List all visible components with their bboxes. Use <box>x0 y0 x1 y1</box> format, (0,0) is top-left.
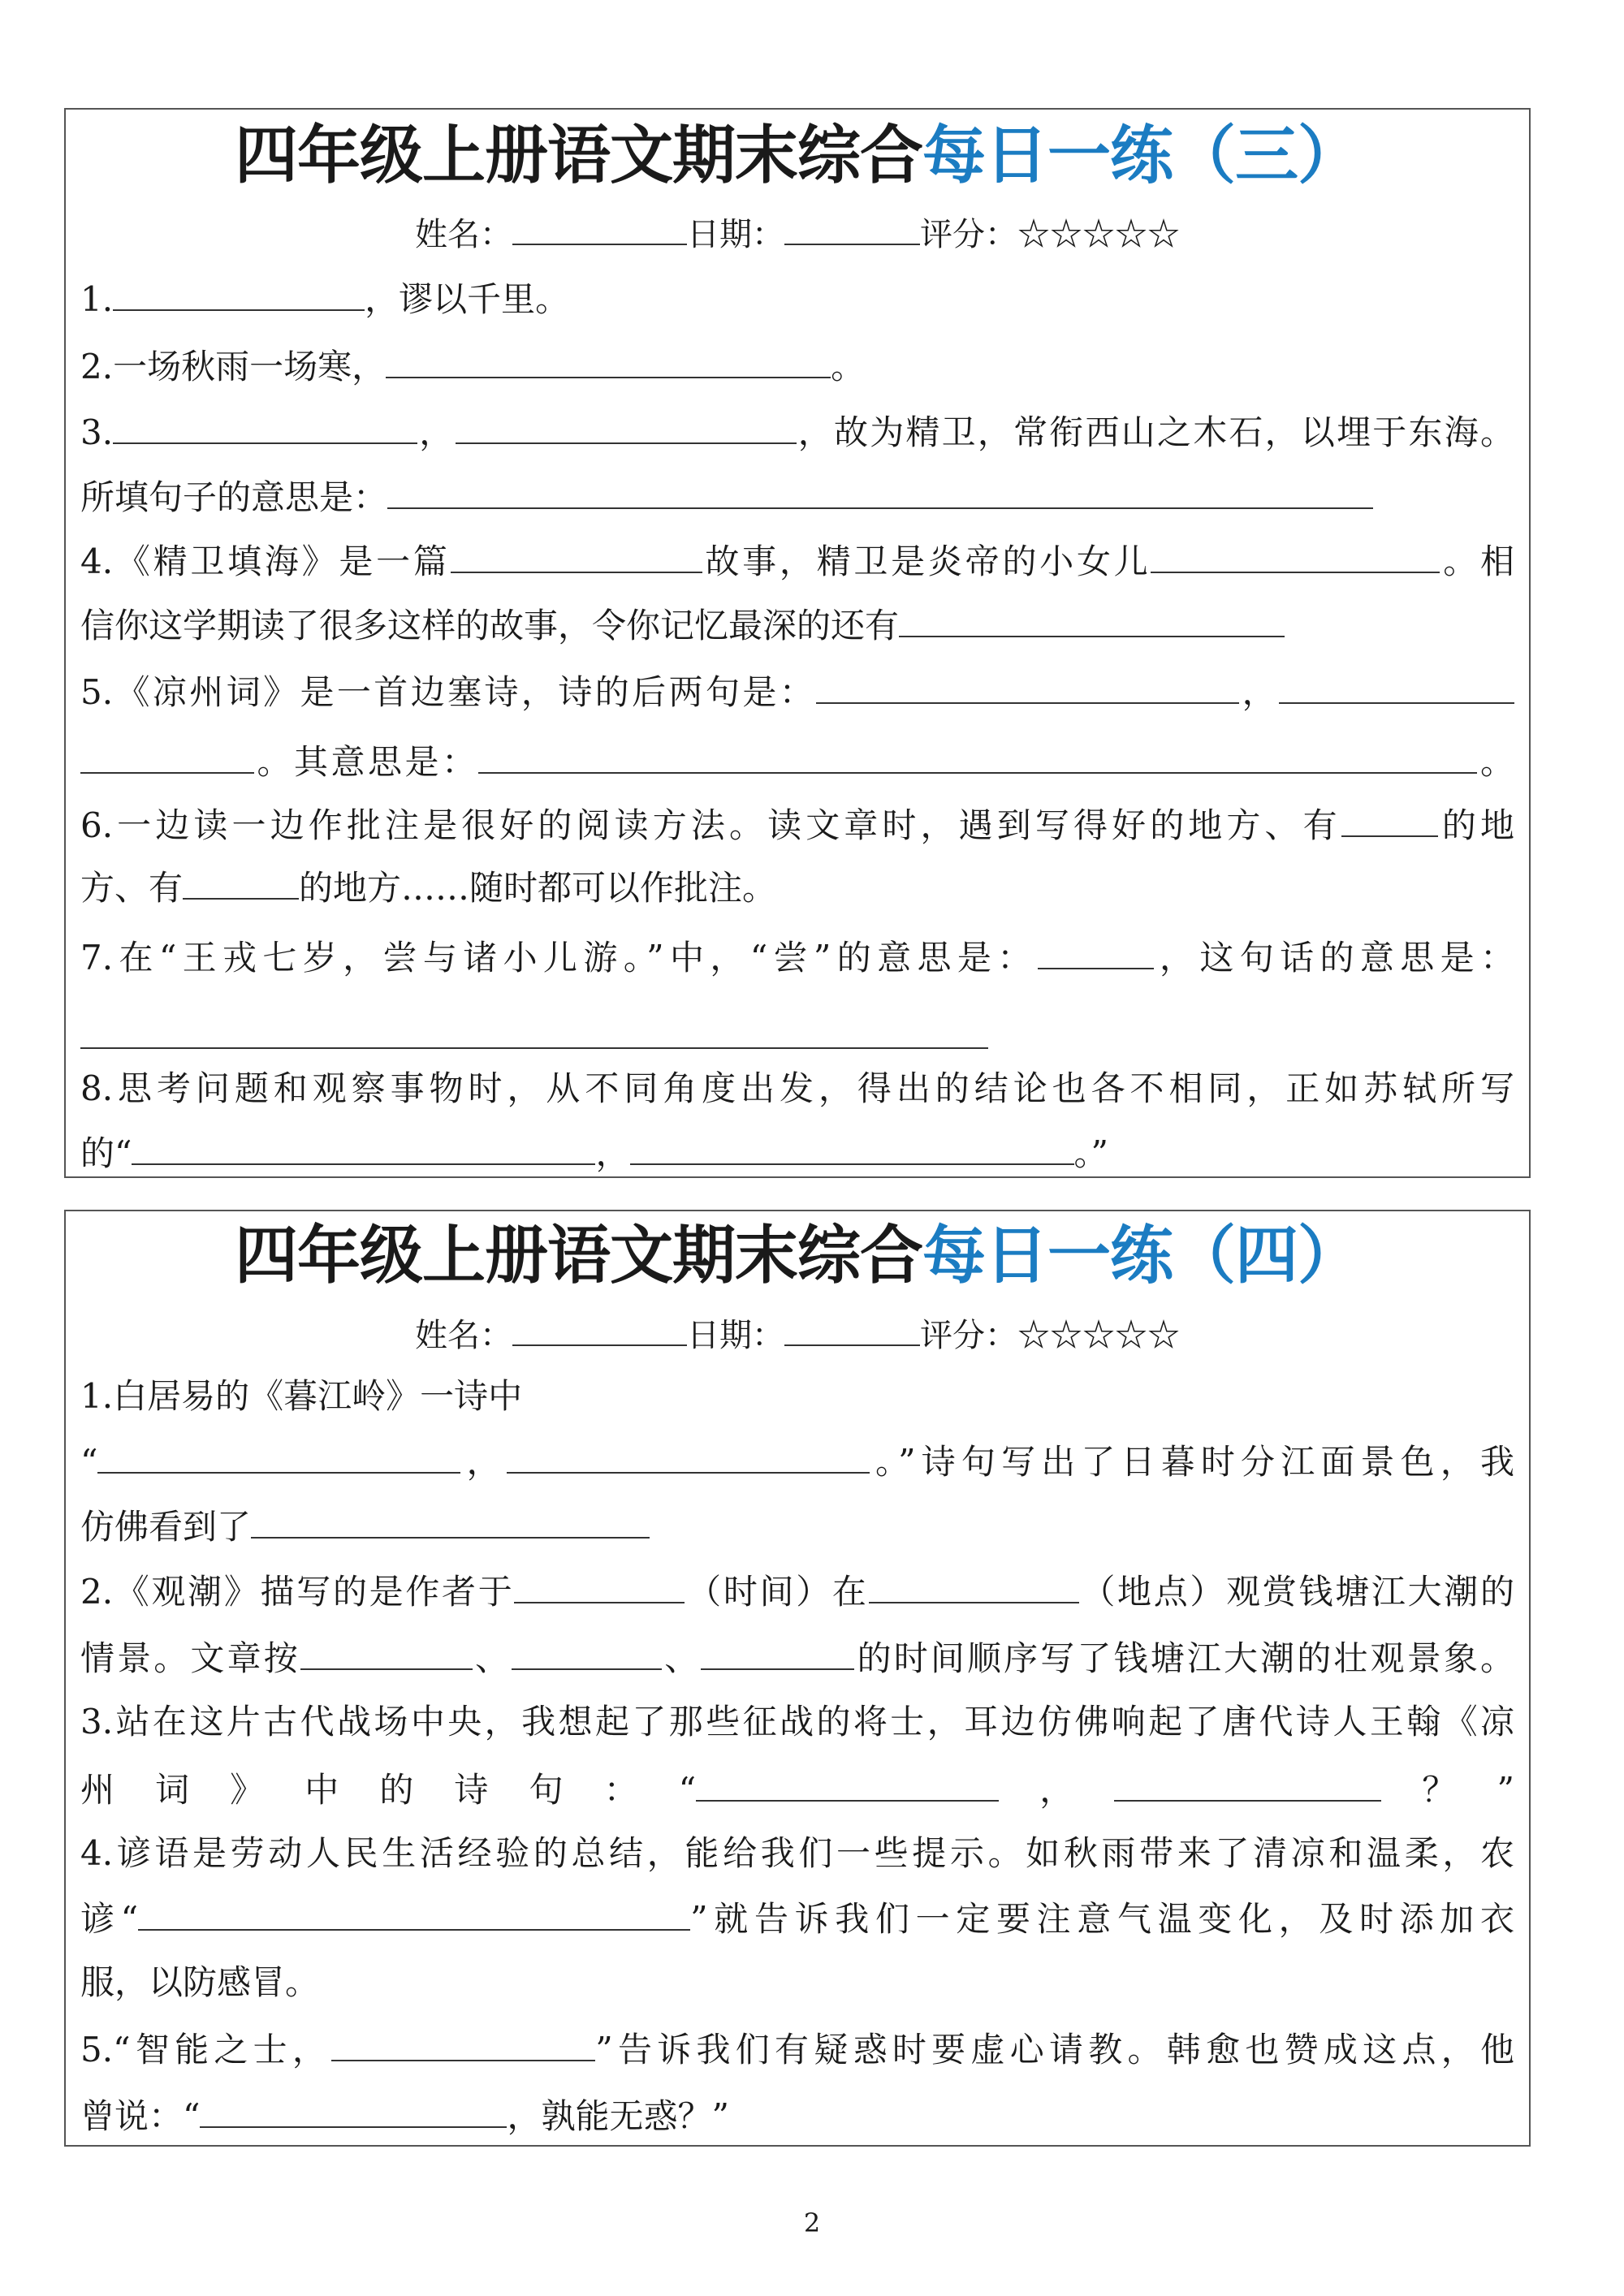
question-text: 2.《观潮》描写的是作者于 <box>80 1572 515 1612</box>
question-line <box>80 1566 1514 1615</box>
name-field[interactable] <box>512 1309 687 1346</box>
question-line <box>80 341 1514 390</box>
question-text: 4.《精卫填海》是一篇 <box>80 542 451 581</box>
score-stars[interactable]: ☆☆☆☆☆ <box>1017 216 1180 253</box>
question-text: 。” <box>1073 1133 1108 1173</box>
question-text: （时间）在 <box>685 1572 869 1612</box>
answer-blank[interactable] <box>113 407 417 444</box>
question-line <box>80 1958 1514 2007</box>
question-text: ”就告诉我们一定要注意气温变化，及时添加衣 <box>690 1899 1514 1939</box>
question-text: 3. <box>80 412 114 452</box>
question-line <box>80 600 1514 649</box>
answer-blank[interactable] <box>251 1501 650 1539</box>
answer-blank[interactable] <box>386 341 831 378</box>
answer-blank[interactable] <box>899 600 1285 637</box>
question-line <box>80 667 1514 715</box>
title-accent: 每日一练（三） <box>922 119 1361 192</box>
question-text: 。 <box>1477 742 1514 782</box>
answer-blank[interactable] <box>200 2091 507 2128</box>
question-line <box>80 1436 1514 1485</box>
answer-blank[interactable] <box>113 274 365 311</box>
question-text: 故事，精卫是炎帝的小女儿 <box>702 542 1151 581</box>
worksheet-title <box>66 115 1529 196</box>
worksheet-title <box>66 1215 1529 1297</box>
question-text: 。相 <box>1440 542 1514 581</box>
score-label: 评分： <box>920 1317 1017 1354</box>
question-line <box>80 536 1514 585</box>
question-text: 方、有 <box>80 868 184 908</box>
question-text: ，故为精卫，常衔西山之木石，以埋于东海。 <box>796 412 1514 452</box>
question-text: ，孰能无惑？” <box>507 2096 729 2136</box>
answer-blank[interactable] <box>478 736 1477 774</box>
question-line <box>80 736 1514 785</box>
question-text: 的地 <box>1437 805 1514 845</box>
answer-blank[interactable] <box>1114 1764 1381 1802</box>
answer-blank[interactable] <box>451 536 702 573</box>
question-text: 3.站在这片古代战场中央，我想起了那些征战的将士，耳边仿佛响起了唐代诗人王翰《凉 <box>80 1702 1514 1741</box>
title-accent: 每日一练（四） <box>922 1219 1361 1293</box>
question-text: ，谬以千里。 <box>365 279 570 319</box>
question-line <box>80 1893 1514 1942</box>
question-text: 仿佛看到了 <box>80 1507 252 1547</box>
page-number: 2 <box>803 2208 821 2238</box>
question-text: 1. <box>80 279 114 319</box>
answer-blank[interactable] <box>183 862 299 900</box>
question-line <box>80 800 1514 848</box>
student-info-row <box>66 208 1529 257</box>
answer-blank[interactable] <box>1151 536 1440 573</box>
question-text: 4.谚语是劳动人民生活经验的总结，能给我们一些提示。如秋雨带来了清凉和温柔，农 <box>80 1833 1514 1873</box>
question-text: 的“ <box>80 1133 132 1173</box>
answer-blank[interactable] <box>456 407 797 444</box>
answer-blank[interactable] <box>300 1633 473 1670</box>
question-text: ”告诉我们有疑惑时要虚心请教。韩愈也赞成这点，他 <box>595 2030 1514 2069</box>
question-text: 情景。文章按 <box>80 1638 300 1678</box>
question-text: ， <box>417 412 456 452</box>
question-text: 、 <box>662 1638 702 1678</box>
question-text: 服，以防感冒。 <box>80 1962 320 2002</box>
answer-blank[interactable] <box>630 1128 1074 1165</box>
answer-blank[interactable] <box>80 736 254 774</box>
answer-blank[interactable] <box>97 1436 460 1474</box>
question-line <box>80 2091 1514 2139</box>
question-text: ， <box>460 1442 507 1482</box>
question-text: 所填句子的意思是： <box>80 477 388 517</box>
question-line <box>80 1064 1514 1113</box>
answer-blank[interactable] <box>701 1633 854 1670</box>
answer-blank[interactable] <box>132 1128 595 1165</box>
question-text: 的地方……随时都可以作批注。 <box>299 868 777 908</box>
answer-blank[interactable] <box>816 667 1239 704</box>
title-main: 四年级上册语文期末综合 <box>234 119 922 192</box>
question-line <box>80 1698 1514 1746</box>
worksheet-4 <box>64 1210 1531 2147</box>
answer-blank[interactable] <box>1341 800 1438 837</box>
answer-blank[interactable] <box>696 1764 999 1802</box>
question-text: （地点）观赏钱塘江大潮的 <box>1078 1572 1514 1612</box>
date-field[interactable] <box>784 208 920 245</box>
question-line <box>80 2024 1514 2073</box>
question-text: 8.思考问题和观察事物时，从不同角度出发，得出的结论也各不相同，正如苏轼所写 <box>80 1068 1514 1108</box>
question-text: 。其意思是： <box>254 742 479 782</box>
question-text: 谚“ <box>80 1899 139 1939</box>
score-stars[interactable]: ☆☆☆☆☆ <box>1017 1317 1180 1354</box>
answer-blank[interactable] <box>80 1012 988 1049</box>
question-text: 2.一场秋雨一场寒， <box>80 347 387 386</box>
question-text: 5.“智能之士， <box>80 2030 332 2069</box>
answer-blank[interactable] <box>138 1893 690 1931</box>
question-line <box>80 472 1514 520</box>
question-text: 的时间顺序写了钱塘江大潮的壮观景象。 <box>854 1638 1514 1678</box>
question-line <box>80 862 1514 911</box>
answer-blank[interactable] <box>512 1633 662 1670</box>
question-line <box>80 1633 1514 1681</box>
title-main: 四年级上册语文期末综合 <box>234 1219 922 1293</box>
question-line <box>80 1501 1514 1550</box>
question-line <box>80 932 1514 981</box>
question-text: ， <box>999 1770 1115 1810</box>
answer-blank[interactable] <box>1038 932 1154 969</box>
worksheet-3 <box>64 108 1531 1178</box>
student-info-row <box>66 1309 1529 1358</box>
answer-blank[interactable] <box>387 472 1373 509</box>
answer-blank[interactable] <box>1279 667 1514 704</box>
question-text: 5.《凉州词》是一首边塞诗，诗的后两句是： <box>80 672 817 712</box>
question-text: 州词》中的诗句：“ <box>80 1770 697 1810</box>
question-text: 。”诗句写出了日暮时分江面景色，我 <box>869 1442 1514 1482</box>
question-text: ，这句话的意思是： <box>1153 938 1514 978</box>
question-text: 、 <box>472 1638 512 1678</box>
answer-blank[interactable] <box>507 1436 870 1474</box>
question-text: 7.在“王戎七岁，尝与诸小儿游。”中，“尝”的意思是： <box>80 938 1038 978</box>
date-label: 日期： <box>687 1317 784 1354</box>
question-line <box>80 1128 1514 1176</box>
question-text: 6.一边读一边作批注是很好的阅读方法。读文章时，遇到写得好的地方、有 <box>80 805 1341 845</box>
question-text: ？” <box>1381 1770 1514 1810</box>
question-line <box>80 407 1514 455</box>
question-line <box>80 1764 1514 1813</box>
question-line <box>80 1372 1514 1421</box>
question-text: ， <box>595 1133 630 1173</box>
question-line <box>80 274 1514 322</box>
date-field[interactable] <box>784 1309 920 1346</box>
question-text: 曾说：“ <box>80 2096 201 2136</box>
name-field[interactable] <box>512 208 687 245</box>
question-line <box>80 1829 1514 1878</box>
question-line <box>80 1012 1514 1060</box>
answer-blank[interactable] <box>869 1566 1079 1603</box>
date-label: 日期： <box>687 216 784 253</box>
question-text: 信你这学期读了很多这样的故事，令你记忆最深的还有 <box>80 606 900 645</box>
answer-blank[interactable] <box>331 2024 595 2061</box>
score-label: 评分： <box>920 216 1017 253</box>
question-text: “ <box>80 1442 98 1482</box>
question-text: 1.白居易的《暮江岭》一诗中 <box>80 1376 523 1416</box>
name-label: 姓名： <box>415 216 512 253</box>
question-text: 。 <box>831 347 866 386</box>
question-text: ， <box>1239 672 1279 712</box>
name-label: 姓名： <box>415 1317 512 1354</box>
answer-blank[interactable] <box>514 1566 685 1603</box>
